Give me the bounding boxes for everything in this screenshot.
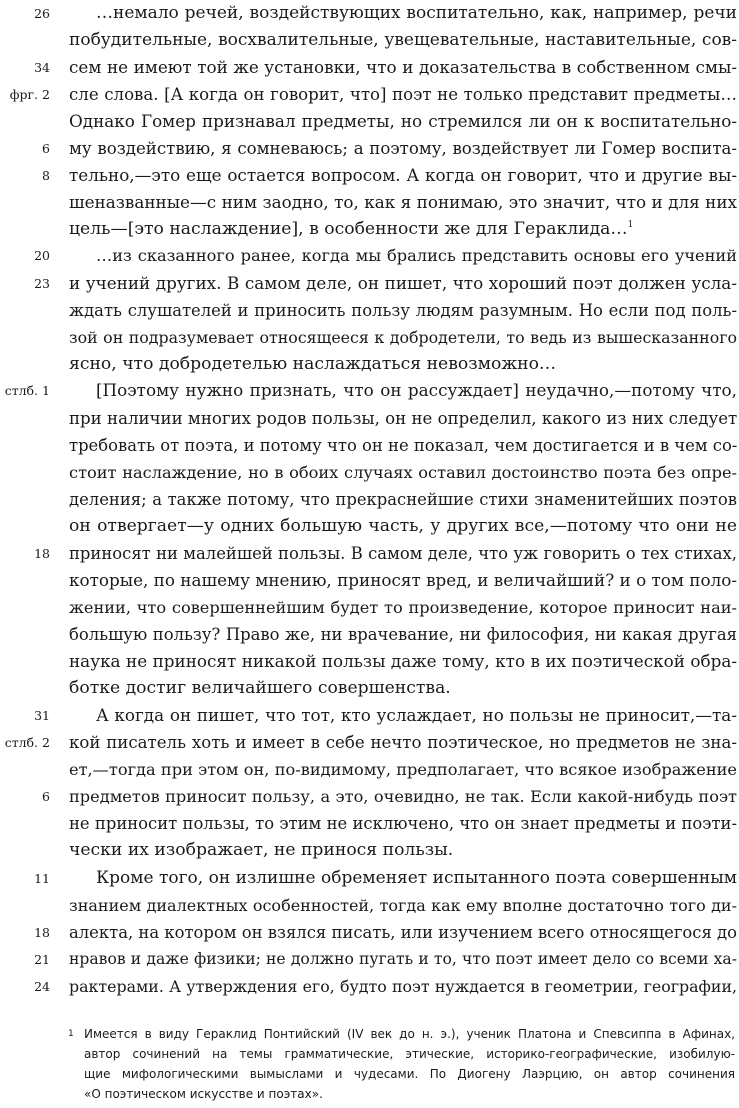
text-line: побудительные, восхвалительные, увещевательные, наставительные, сов- bbox=[69, 30, 737, 50]
text-line-content: цель—[это наслаждение], в особенности же для Гераклида… bbox=[69, 219, 628, 239]
text-line: при наличии многих родов пользы, он не определил, какого из них следует bbox=[69, 409, 738, 428]
margin-number: 20 bbox=[34, 248, 50, 263]
text-line: предметов приносит пользу, а это, очевидно, не так. Если какой-нибудь поэт bbox=[69, 787, 737, 806]
text-line: сем не имеют той же установки, что и доказательства в собственном смы- bbox=[69, 57, 737, 77]
text-line: А когда он пишет, что тот, кто услаждает, но пользы не приносит,—та- bbox=[96, 705, 737, 725]
text-line: требовать от поэта, и потому что он не показал, чем достигается и в чем со- bbox=[69, 436, 738, 455]
margin-number: 24 bbox=[34, 979, 50, 994]
text-line: деления; а также потому, что прекраснейшие стихи знаменитейших поэтов bbox=[69, 490, 737, 509]
margin-number: 6 bbox=[42, 789, 50, 804]
text-line: нравов и даже физики; не должно пугать и то, что поэт имеет дело со всеми ха- bbox=[69, 950, 737, 968]
margin-number: 23 bbox=[34, 276, 50, 291]
text-line: сле слова. [А когда он говорит, что] поэт не только представит предметы… bbox=[69, 85, 737, 104]
footnote-line: Имеется в виду Гераклид Понтийский (IV век до н. э.), ученик Платона и Спевсиппа в Афинах, bbox=[84, 1027, 735, 1041]
text-line: ждать слушателей и приносить пользу людям разумным. Но если под поль- bbox=[69, 301, 737, 320]
footnote-line: щие мифологическими вымыслами и чудесами. По Диогену Лаэрцию, он автор сочинения bbox=[84, 1067, 735, 1081]
margin-number: 18 bbox=[34, 546, 50, 561]
text-line: наука не приносят никакой пользы даже тому, кто в их поэтической обра- bbox=[69, 651, 737, 671]
text-line: и учений других. В самом деле, он пишет, что хороший поэт должен усла- bbox=[69, 273, 737, 293]
text-line: тельно,—это еще остается вопросом. А когда он говорит, что и другие вы- bbox=[69, 165, 737, 185]
margin-number: 21 bbox=[34, 952, 50, 967]
footnote-marker: 1 bbox=[68, 1029, 74, 1039]
text-line: зой он подразумевает относящееся к добродетели, то ведь из вышесказанного bbox=[69, 328, 737, 347]
text-line: приносят ни малейшей пользы. В самом деле, что уж говорить о тех стихах, bbox=[69, 544, 737, 563]
text-line: он отвергает—у одних большую часть, у других все,—потому что они не bbox=[69, 516, 737, 536]
text-line: ет,—тогда при этом он, по-видимому, предполагает, что всякое изображение bbox=[69, 760, 737, 779]
text-line: шеназванные—с ним заодно, то, как я понимаю, это значит, что и для них bbox=[69, 192, 737, 212]
text-line: большую пользу? Право же, ни врачевание, ни философия, ни какая другая bbox=[69, 625, 737, 644]
margin-number: 26 bbox=[34, 6, 50, 21]
margin-number: 8 bbox=[42, 168, 50, 183]
text-line: рактерами. А утверждения его, будто поэт нуждается в геометрии, географии, bbox=[69, 977, 737, 996]
margin-number: 18 bbox=[34, 925, 50, 940]
text-line bbox=[69, 216, 633, 243]
text-line: стоит наслаждение, но в обоих случаях оставил достоинство поэта без опре- bbox=[69, 463, 737, 482]
text-line: …немало речей, воздействующих воспитательно, как, например, речи bbox=[96, 3, 737, 23]
margin-number: 11 bbox=[34, 871, 50, 886]
text-line: не приносит пользы, то этим не исключено, что он знает предметы и поэти- bbox=[69, 814, 737, 833]
text-line: чески их изображает, не принося пользы. bbox=[69, 840, 454, 860]
margin-number: 6 bbox=[42, 141, 50, 156]
footnote-line: автор сочинений на темы грамматические, этические, историко-географические, изобилую- bbox=[84, 1047, 735, 1061]
margin-number: 34 bbox=[34, 60, 50, 75]
text-line: ясно, что добродетелью наслаждаться невозможно… bbox=[69, 354, 557, 374]
margin-number: стлб. 1 bbox=[4, 383, 50, 398]
text-line: [Поэтому нужно признать, что он рассуждает] неудачно,—потому что, bbox=[96, 380, 737, 400]
text-line: которые, по нашему мнению, приносят вред, и величайший? и о том поло- bbox=[69, 570, 738, 590]
text-line: кой писатель хоть и имеет в себе нечто поэтическое, но предметов не зна- bbox=[69, 733, 737, 752]
text-line: жении, что совершеннейшим будет то произведение, которое приносит наи- bbox=[69, 598, 737, 617]
text-line: Однако Гомер признавал предметы, но стремился ли он к воспитательно- bbox=[69, 111, 737, 131]
margin-number: стлб. 2 bbox=[4, 735, 50, 750]
margin-number: фрг. 2 bbox=[9, 87, 50, 102]
footnote-reference: 1 bbox=[627, 220, 634, 230]
text-line: алекта, на котором он взялся писать, или изучением всего относящегося до bbox=[69, 923, 737, 942]
footnote-line: «О поэтическом искусстве и поэтах». bbox=[84, 1087, 323, 1101]
text-line: знанием диалектных особенностей, тогда как ему вполне достаточно того ди- bbox=[69, 896, 737, 915]
margin-number: 31 bbox=[34, 708, 50, 723]
text-line: …из сказанного ранее, когда мы брались представить основы его учений bbox=[96, 246, 737, 265]
text-line: му воздействию, я сомневаюсь; а поэтому, воздействует ли Гомер воспита- bbox=[69, 139, 737, 158]
text-line: ботке достиг величайшего совершенства. bbox=[69, 678, 451, 698]
text-line: Кроме того, он излишне обременяет испытанного поэта совершенным bbox=[96, 868, 737, 888]
